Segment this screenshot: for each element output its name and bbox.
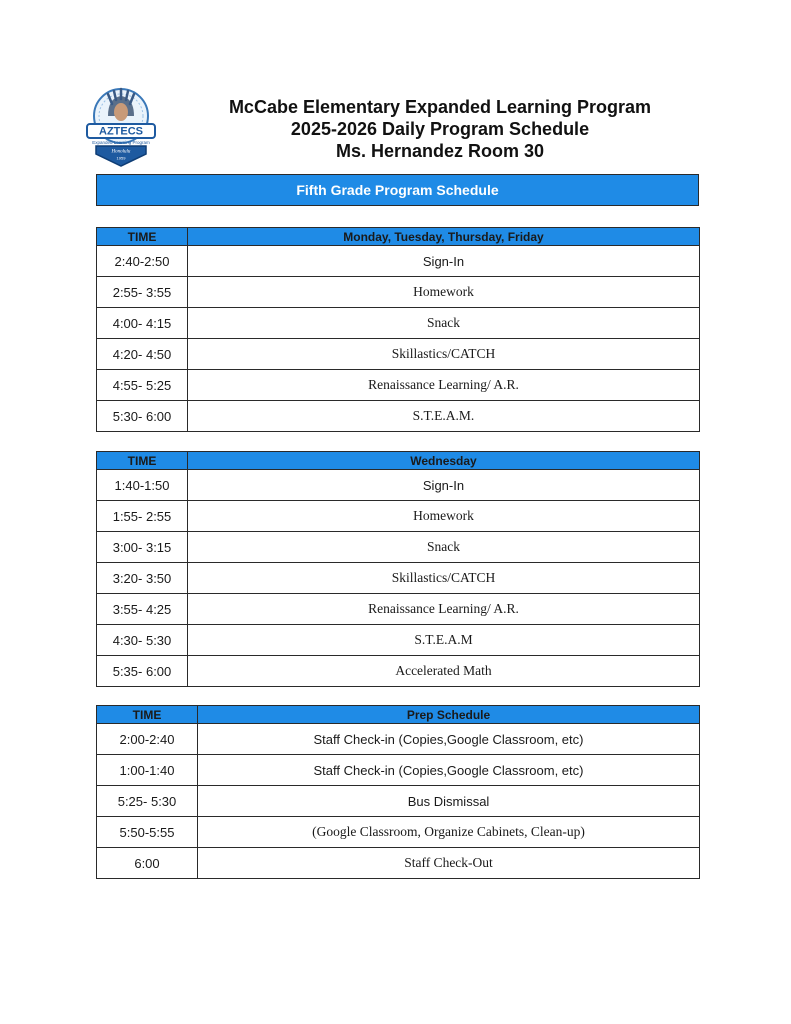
time-cell: 5:30- 6:00 <box>97 401 188 432</box>
time-cell: 1:00-1:40 <box>97 755 198 786</box>
time-cell: 6:00 <box>97 848 198 879</box>
table-row <box>97 246 700 277</box>
activity-cell: Sign-In <box>188 246 700 277</box>
grade-banner: Fifth Grade Program Schedule <box>96 174 699 206</box>
time-cell: 2:55- 3:55 <box>97 277 188 308</box>
activity-cell: Staff Check-in (Copies,Google Classroom, etc) <box>198 755 700 786</box>
table-row <box>97 594 700 625</box>
table-row <box>97 501 700 532</box>
time-cell: 5:35- 6:00 <box>97 656 188 687</box>
schedule-table-prep <box>96 705 700 879</box>
activity-cell: Staff Check-Out <box>198 848 700 879</box>
table-row <box>97 656 700 687</box>
time-cell: 4:55- 5:25 <box>97 370 188 401</box>
activity-cell: S.T.E.A.M <box>188 625 700 656</box>
table-row <box>97 277 700 308</box>
activity-cell: Skillastics/CATCH <box>188 563 700 594</box>
activity-cell: Snack <box>188 532 700 563</box>
time-cell: 4:00- 4:15 <box>97 308 188 339</box>
svg-text:1959: 1959 <box>116 155 126 161</box>
table-row <box>97 401 700 432</box>
activity-cell: S.T.E.A.M. <box>188 401 700 432</box>
column-header-prep: Prep Schedule <box>198 706 700 724</box>
table-row <box>97 339 700 370</box>
aztecs-logo <box>84 86 158 168</box>
activity-cell: Homework <box>188 501 700 532</box>
program-title: McCabe Elementary Expanded Learning Program <box>228 97 652 117</box>
activity-cell: Homework <box>188 277 700 308</box>
table-row <box>97 470 700 501</box>
teacher-room: Ms. Hernandez Room 30 <box>335 141 545 161</box>
column-header-time: TIME <box>97 228 188 246</box>
svg-text:AZTECS: AZTECS <box>99 125 143 138</box>
table-row <box>97 817 700 848</box>
column-header-time: TIME <box>97 452 188 470</box>
table-row <box>97 563 700 594</box>
activity-cell: (Google Classroom, Organize Cabinets, Clean-up) <box>198 817 700 848</box>
column-header-time: TIME <box>97 706 198 724</box>
activity-cell: Accelerated Math <box>188 656 700 687</box>
activity-cell: Sign-In <box>188 470 700 501</box>
table-row <box>97 786 700 817</box>
table-row <box>97 755 700 786</box>
time-cell: 1:55- 2:55 <box>97 501 188 532</box>
time-cell: 3:00- 3:15 <box>97 532 188 563</box>
column-header-days: Wednesday <box>188 452 700 470</box>
activity-cell: Staff Check-in (Copies,Google Classroom, etc) <box>198 724 700 755</box>
table-row <box>97 848 700 879</box>
time-cell: 5:50-5:55 <box>97 817 198 848</box>
activity-cell: Snack <box>188 308 700 339</box>
time-cell: 3:20- 3:50 <box>97 563 188 594</box>
page-header <box>200 96 680 162</box>
time-cell: 4:30- 5:30 <box>97 625 188 656</box>
time-cell: 1:40-1:50 <box>97 470 188 501</box>
schedule-table-wednesday <box>96 451 700 687</box>
table-row <box>97 724 700 755</box>
activity-cell: Renaissance Learning/ A.R. <box>188 594 700 625</box>
time-cell: 2:40-2:50 <box>97 246 188 277</box>
time-cell: 5:25- 5:30 <box>97 786 198 817</box>
activity-cell: Renaissance Learning/ A.R. <box>188 370 700 401</box>
activity-cell: Bus Dismissal <box>198 786 700 817</box>
table-row <box>97 532 700 563</box>
table-row <box>97 625 700 656</box>
time-cell: 3:55- 4:25 <box>97 594 188 625</box>
svg-text:Honolulu: Honolulu <box>111 149 131 155</box>
activity-cell: Skillastics/CATCH <box>188 339 700 370</box>
schedule-title: 2025-2026 Daily Program Schedule <box>290 119 590 139</box>
schedule-table-mttf <box>96 227 700 432</box>
svg-text:Expanded Learning Program: Expanded Learning Program <box>92 140 150 145</box>
time-cell: 4:20- 4:50 <box>97 339 188 370</box>
table-row <box>97 370 700 401</box>
time-cell: 2:00-2:40 <box>97 724 198 755</box>
column-header-days: Monday, Tuesday, Thursday, Friday <box>188 228 700 246</box>
table-row <box>97 308 700 339</box>
